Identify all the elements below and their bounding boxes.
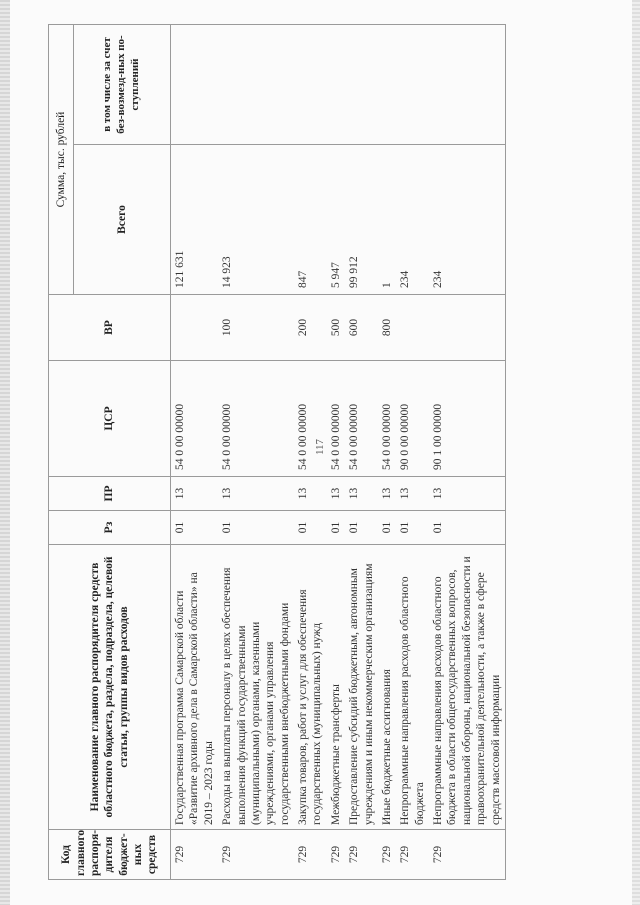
row-total: 234 [429, 145, 505, 295]
row-code: 729 [429, 830, 505, 880]
row-including [218, 25, 294, 145]
page-number: 117 [314, 438, 326, 456]
row-name: Непрограммные направления расходов областного бюджета [396, 545, 429, 830]
row-rz: 01 [378, 511, 396, 545]
budget-table [48, 24, 506, 880]
row-including [345, 25, 378, 145]
row-csr: 54 0 00 00000 [171, 361, 219, 477]
row-name: Иные бюджетные ассигнования [378, 545, 396, 830]
row-total: 14 923 [218, 145, 294, 295]
row-name: Предоставление субсидий бюджетным, автономным учреждениям и иным некоммерческим организациям [345, 545, 378, 830]
header-name: Наименование главного распорядителя средств областного бюджета, раздела, подраздела, целевой статьи, группы видов расходов [49, 545, 171, 830]
row-pr: 13 [396, 477, 429, 511]
table-row [396, 25, 429, 880]
row-vr [171, 295, 219, 361]
header-code: Код главного распоря-дителя бюджет-ных средств [49, 830, 171, 880]
row-name: Государственная программа Самарской области «Развитие архивного дела в Самарской области» на 2019 – 2023 годы [171, 545, 219, 830]
row-pr: 13 [294, 477, 327, 511]
row-code: 729 [345, 830, 378, 880]
row-code: 729 [171, 830, 219, 880]
scan-right-edge [632, 0, 640, 905]
table-row [218, 25, 294, 880]
row-code: 729 [378, 830, 396, 880]
row-total: 234 [396, 145, 429, 295]
row-csr: 54 0 00 00000 [327, 361, 345, 477]
row-csr: 54 0 00 00000 [218, 361, 294, 477]
row-rz: 01 [171, 511, 219, 545]
row-name: Закупка товаров, работ и услуг для обеспечения государственных (муниципальных) нужд [294, 545, 327, 830]
row-pr: 13 [345, 477, 378, 511]
header-pr: ПР [49, 477, 171, 511]
row-including [396, 25, 429, 145]
row-name: Межбюджетные трансферты [327, 545, 345, 830]
row-rz: 01 [429, 511, 505, 545]
row-name: Непрограммные направления расходов областного бюджета в области общегосударственных вопросов, национальной обороны, национальной безопасности и правоохранительной деятельности, а также в сфере средств массовой информации [429, 545, 505, 830]
row-name: Расходы на выплаты персоналу в целях обеспечения выполнения функций государственными (муниципальными) органами, казенными учреждениями, органами управления государственными внебюджетными фондами [218, 545, 294, 830]
row-rz: 01 [396, 511, 429, 545]
table-row [345, 25, 378, 880]
table-row [294, 25, 327, 880]
row-vr: 600 [345, 295, 378, 361]
table-row [378, 25, 396, 880]
row-rz: 01 [345, 511, 378, 545]
row-including [294, 25, 327, 145]
row-pr: 13 [378, 477, 396, 511]
row-vr [396, 295, 429, 361]
row-code: 729 [327, 830, 345, 880]
rotated-table-container [48, 25, 588, 880]
row-csr: 90 1 00 00000 [429, 361, 505, 477]
row-vr: 500 [327, 295, 345, 361]
row-total: 5 947 [327, 145, 345, 295]
row-rz: 01 [218, 511, 294, 545]
row-total: 1 [378, 145, 396, 295]
header-total: Всего [74, 145, 171, 295]
table-row [171, 25, 219, 880]
row-vr: 800 [378, 295, 396, 361]
header-including: в том числе за счет без-возмезд-ных по-ступлений [74, 25, 171, 145]
row-pr: 13 [429, 477, 505, 511]
row-csr: 54 0 00 00000 [294, 361, 327, 477]
row-vr: 100 [218, 295, 294, 361]
row-code: 729 [218, 830, 294, 880]
row-vr: 200 [294, 295, 327, 361]
header-rz: Рз [49, 511, 171, 545]
row-code: 729 [396, 830, 429, 880]
row-including [378, 25, 396, 145]
row-total: 121 631 [171, 145, 219, 295]
row-rz: 01 [294, 511, 327, 545]
row-total: 99 912 [345, 145, 378, 295]
row-pr: 13 [171, 477, 219, 511]
header-sum-group: Сумма, тыс. рублей [49, 25, 74, 295]
row-including [429, 25, 505, 145]
row-csr: 54 0 00 00000 [345, 361, 378, 477]
row-code: 729 [294, 830, 327, 880]
row-pr: 13 [327, 477, 345, 511]
row-including [171, 25, 219, 145]
row-rz: 01 [327, 511, 345, 545]
table-row [327, 25, 345, 880]
header-vr: ВР [49, 295, 171, 361]
header-csr: ЦСР [49, 361, 171, 477]
table-row [429, 25, 505, 880]
row-vr [429, 295, 505, 361]
row-pr: 13 [218, 477, 294, 511]
row-csr: 90 0 00 00000 [396, 361, 429, 477]
scan-left-edge [0, 0, 10, 905]
row-csr: 54 0 00 00000 [378, 361, 396, 477]
row-total: 847 [294, 145, 327, 295]
row-including [327, 25, 345, 145]
